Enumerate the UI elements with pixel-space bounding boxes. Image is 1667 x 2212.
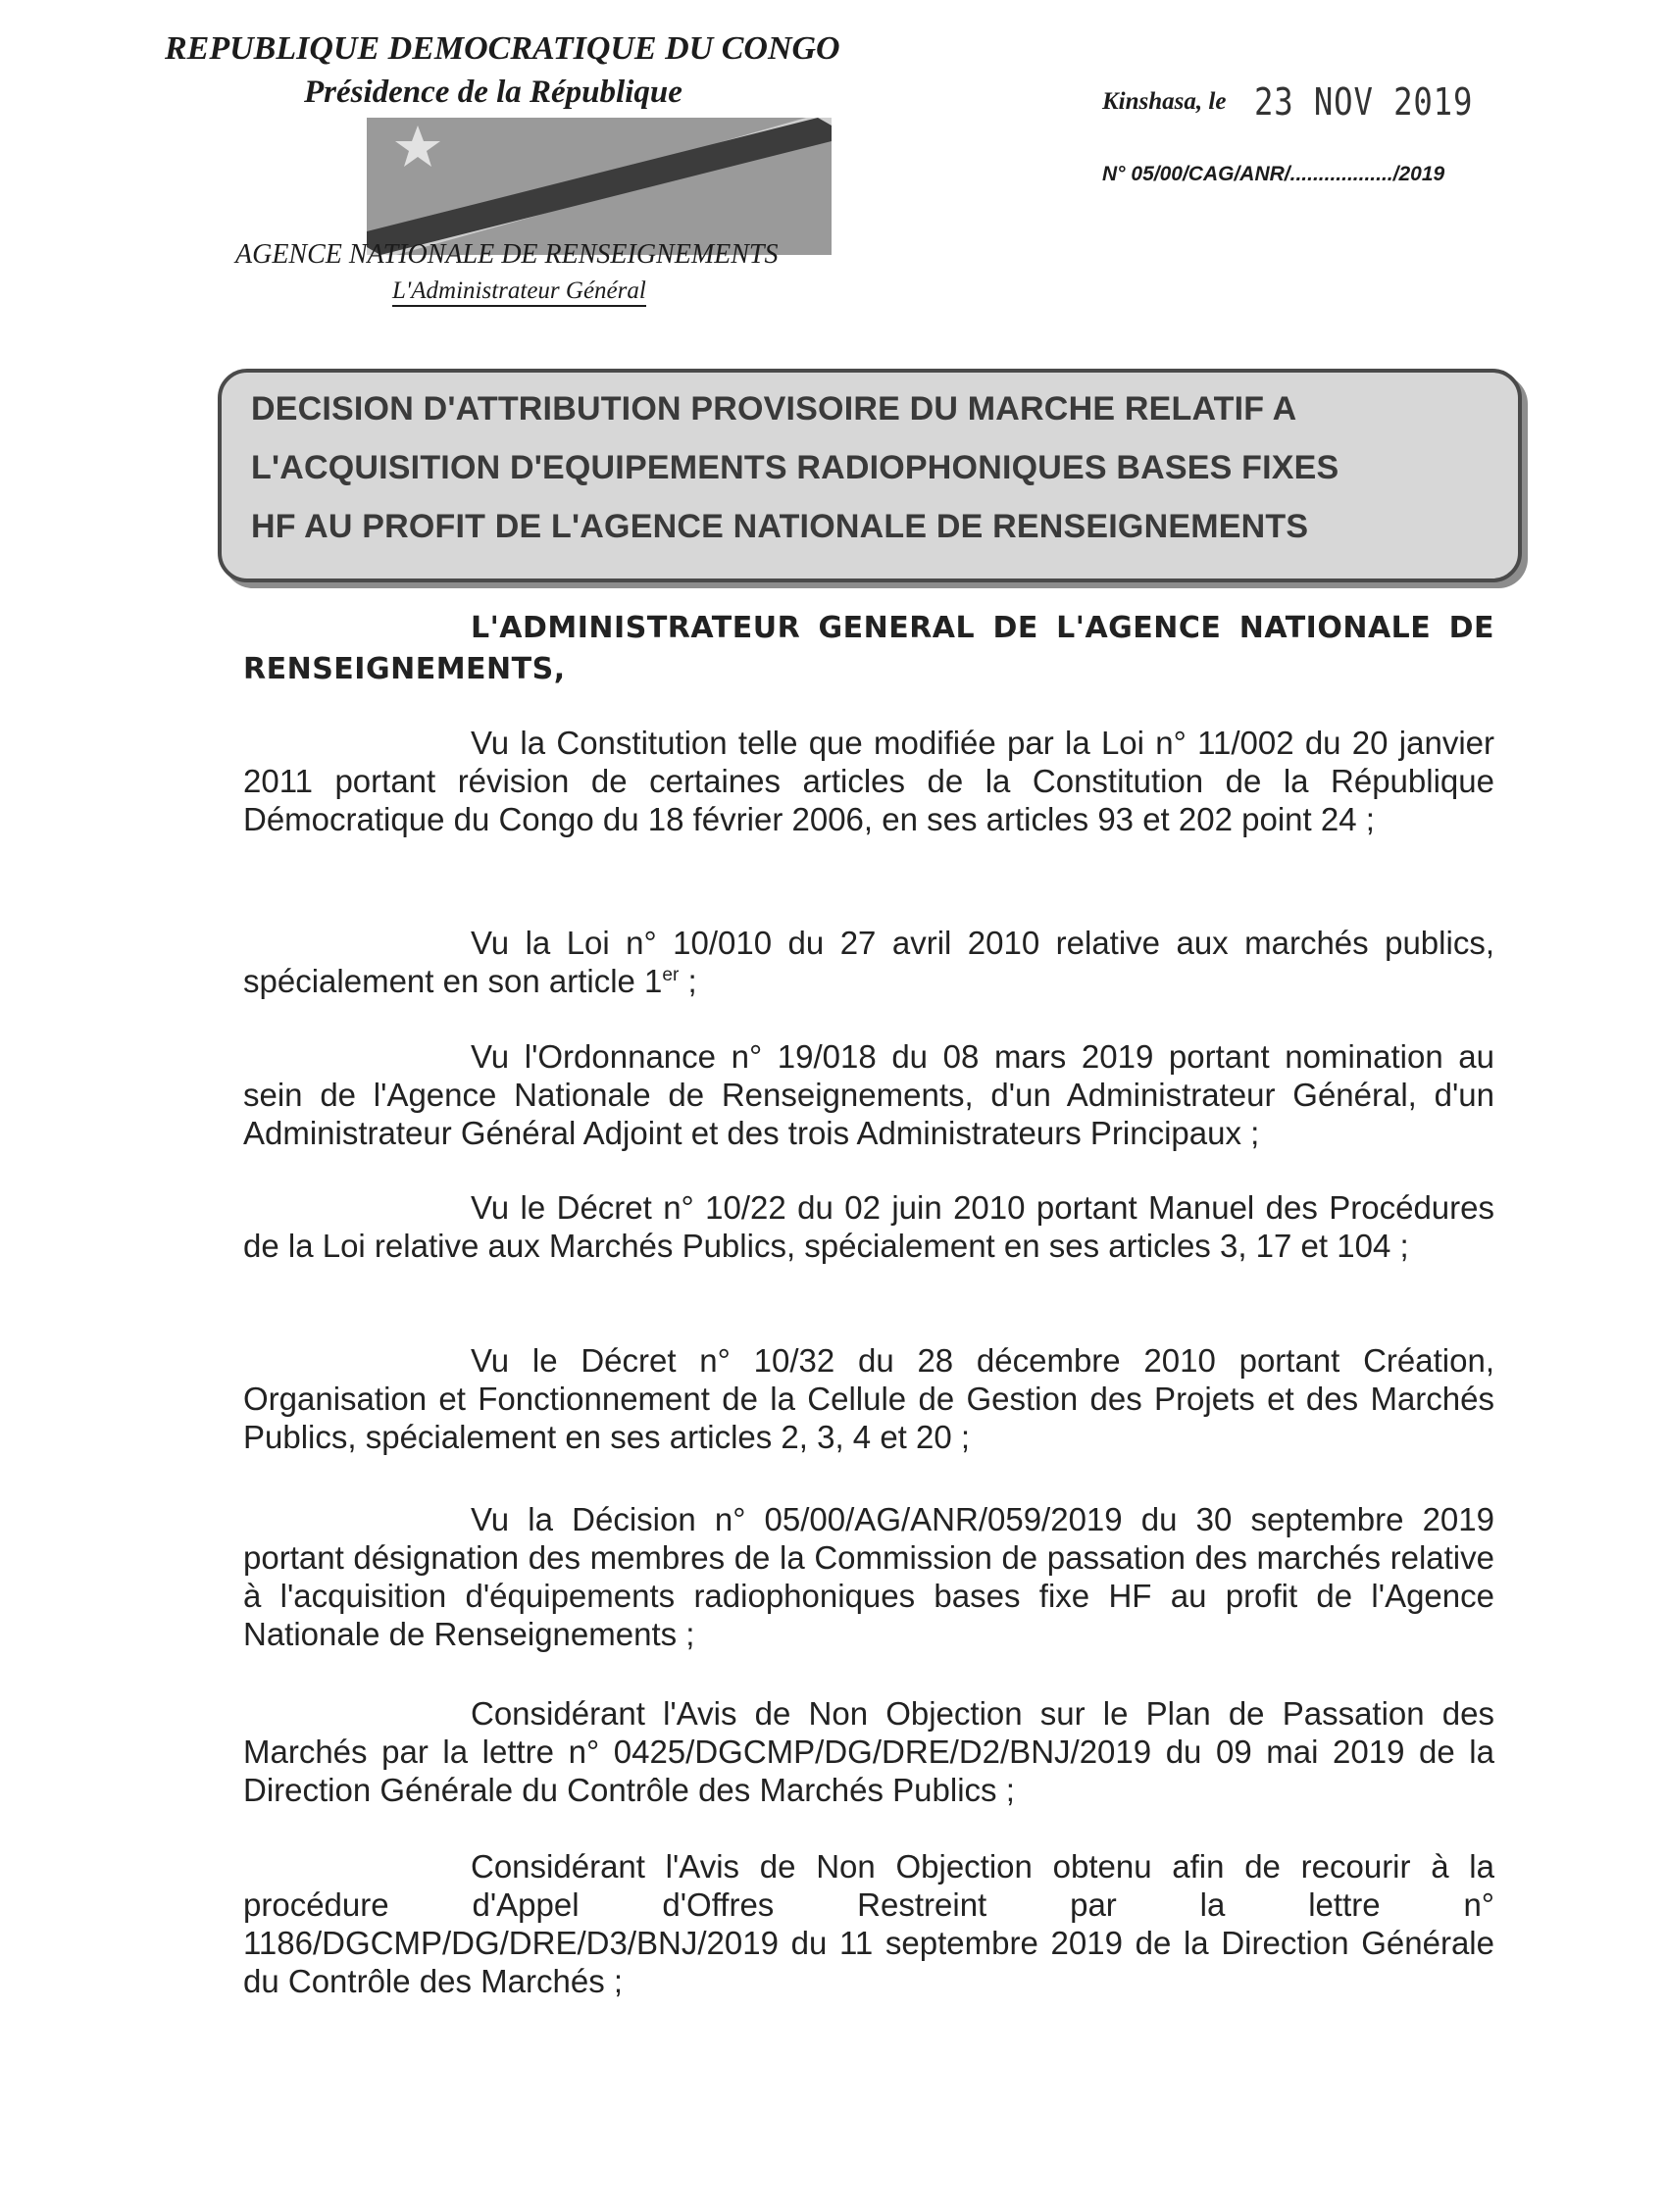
considerant-avis-plan: [243, 1694, 1494, 1809]
para-text: Considérant l'Avis de Non Objection sur le Plan de Passation des Marchés par la lettre n° 0425/DGCMP/DG/DRE/D2/BNJ/2019 du 09 mai 2019 de la Direction Générale du Contrôle des Marchés Publics ;: [243, 1695, 1494, 1808]
presidence-title: Présidence de la République: [304, 75, 682, 110]
considerant-decret-10-22: [243, 1188, 1494, 1265]
considerant-decision-commission: [243, 1500, 1494, 1653]
country-name: REPUBLIQUE DEMOCRATIQUE DU CONGO: [165, 30, 840, 67]
administrator-title: L'Administrateur Général: [392, 277, 646, 307]
considerant-decret-10-32: [243, 1341, 1494, 1456]
reference-number: N° 05/00/CAG/ANR/................../2019: [1102, 163, 1445, 185]
para-text: Vu la Décision n° 05/00/AG/ANR/059/2019 du 30 septembre 2019 portant désignation des membres de la Commission de passation des marchés relative à l'acquisition d'équipements radiophoniques bases fixe HF au profit de l'Agence Nationale de Renseignements ;: [243, 1501, 1494, 1652]
considerant-ordonnance: [243, 1037, 1494, 1152]
considerant-avis-appel-offres: [243, 1847, 1494, 2000]
flag-emblem: [367, 118, 832, 255]
article-ordinal: er: [662, 965, 680, 985]
title-line-1: DECISION D'ATTRIBUTION PROVISOIRE DU MARCHE RELATIF A: [251, 390, 1297, 427]
preamble-heading: [243, 608, 1494, 690]
para-text: Vu la Constitution telle que modifiée par la Loi n° 11/002 du 20 janvier 2011 portant révision de certaines articles de la Constitution de la République Démocratique du Congo du 18 février 2006, en ses articles 93 et 202 point 24 ;: [243, 725, 1494, 837]
title-line-3: HF AU PROFIT DE L'AGENCE NATIONALE DE RENSEIGNEMENTS: [251, 508, 1309, 545]
date-stamp: 23 NOV 2019: [1253, 80, 1474, 124]
para-text: Considérant l'Avis de Non Objection obtenu afin de recourir à la procédure d'Appel d'Offres Restreint par la lettre n° 1186/DGCMP/DG/DRE/D3/BNJ/2019 du 11 septembre 2019 de la Direction Générale du Contrôle des Marchés ;: [243, 1848, 1494, 1999]
title-line-2: L'ACQUISITION D'EQUIPEMENTS RADIOPHONIQUES BASES FIXES: [251, 449, 1339, 486]
para-text: Vu l'Ordonnance n° 19/018 du 08 mars 2019 portant nomination au sein de l'Agence Nationale de Renseignements, d'un Administrateur Général, d'un Administrateur Général Adjoint et des trois Administrateurs Principaux ;: [243, 1038, 1494, 1151]
para-text: Vu la Loi n° 10/010 du 27 avril 2010 relative aux marchés publics, spécialement en son article 1: [243, 925, 1494, 999]
decision-title-box: [218, 369, 1522, 582]
article-tail: ;: [679, 963, 697, 999]
date-place-label: Kinshasa, le: [1102, 88, 1227, 115]
preamble-text: L'ADMINISTRATEUR GENERAL DE L'AGENCE NATIONALE DE RENSEIGNEMENTS,: [243, 611, 1494, 686]
para-text: Vu le Décret n° 10/22 du 02 juin 2010 portant Manuel des Procédures de la Loi relative aux Marchés Publics, spécialement en ses articles 3, 17 et 104 ;: [243, 1189, 1494, 1264]
agency-name: AGENCE NATIONALE DE RENSEIGNEMENTS: [235, 239, 779, 270]
para-text: Vu le Décret n° 10/32 du 28 décembre 2010 portant Création, Organisation et Fonctionnement de la Cellule de Gestion des Projets et des Marchés Publics, spécialement en ses articles 2, 3, 4 et 20 ;: [243, 1342, 1494, 1455]
considerant-constitution: [243, 724, 1494, 838]
considerant-loi-marches: [243, 924, 1494, 1000]
dateline: [1102, 80, 1512, 124]
